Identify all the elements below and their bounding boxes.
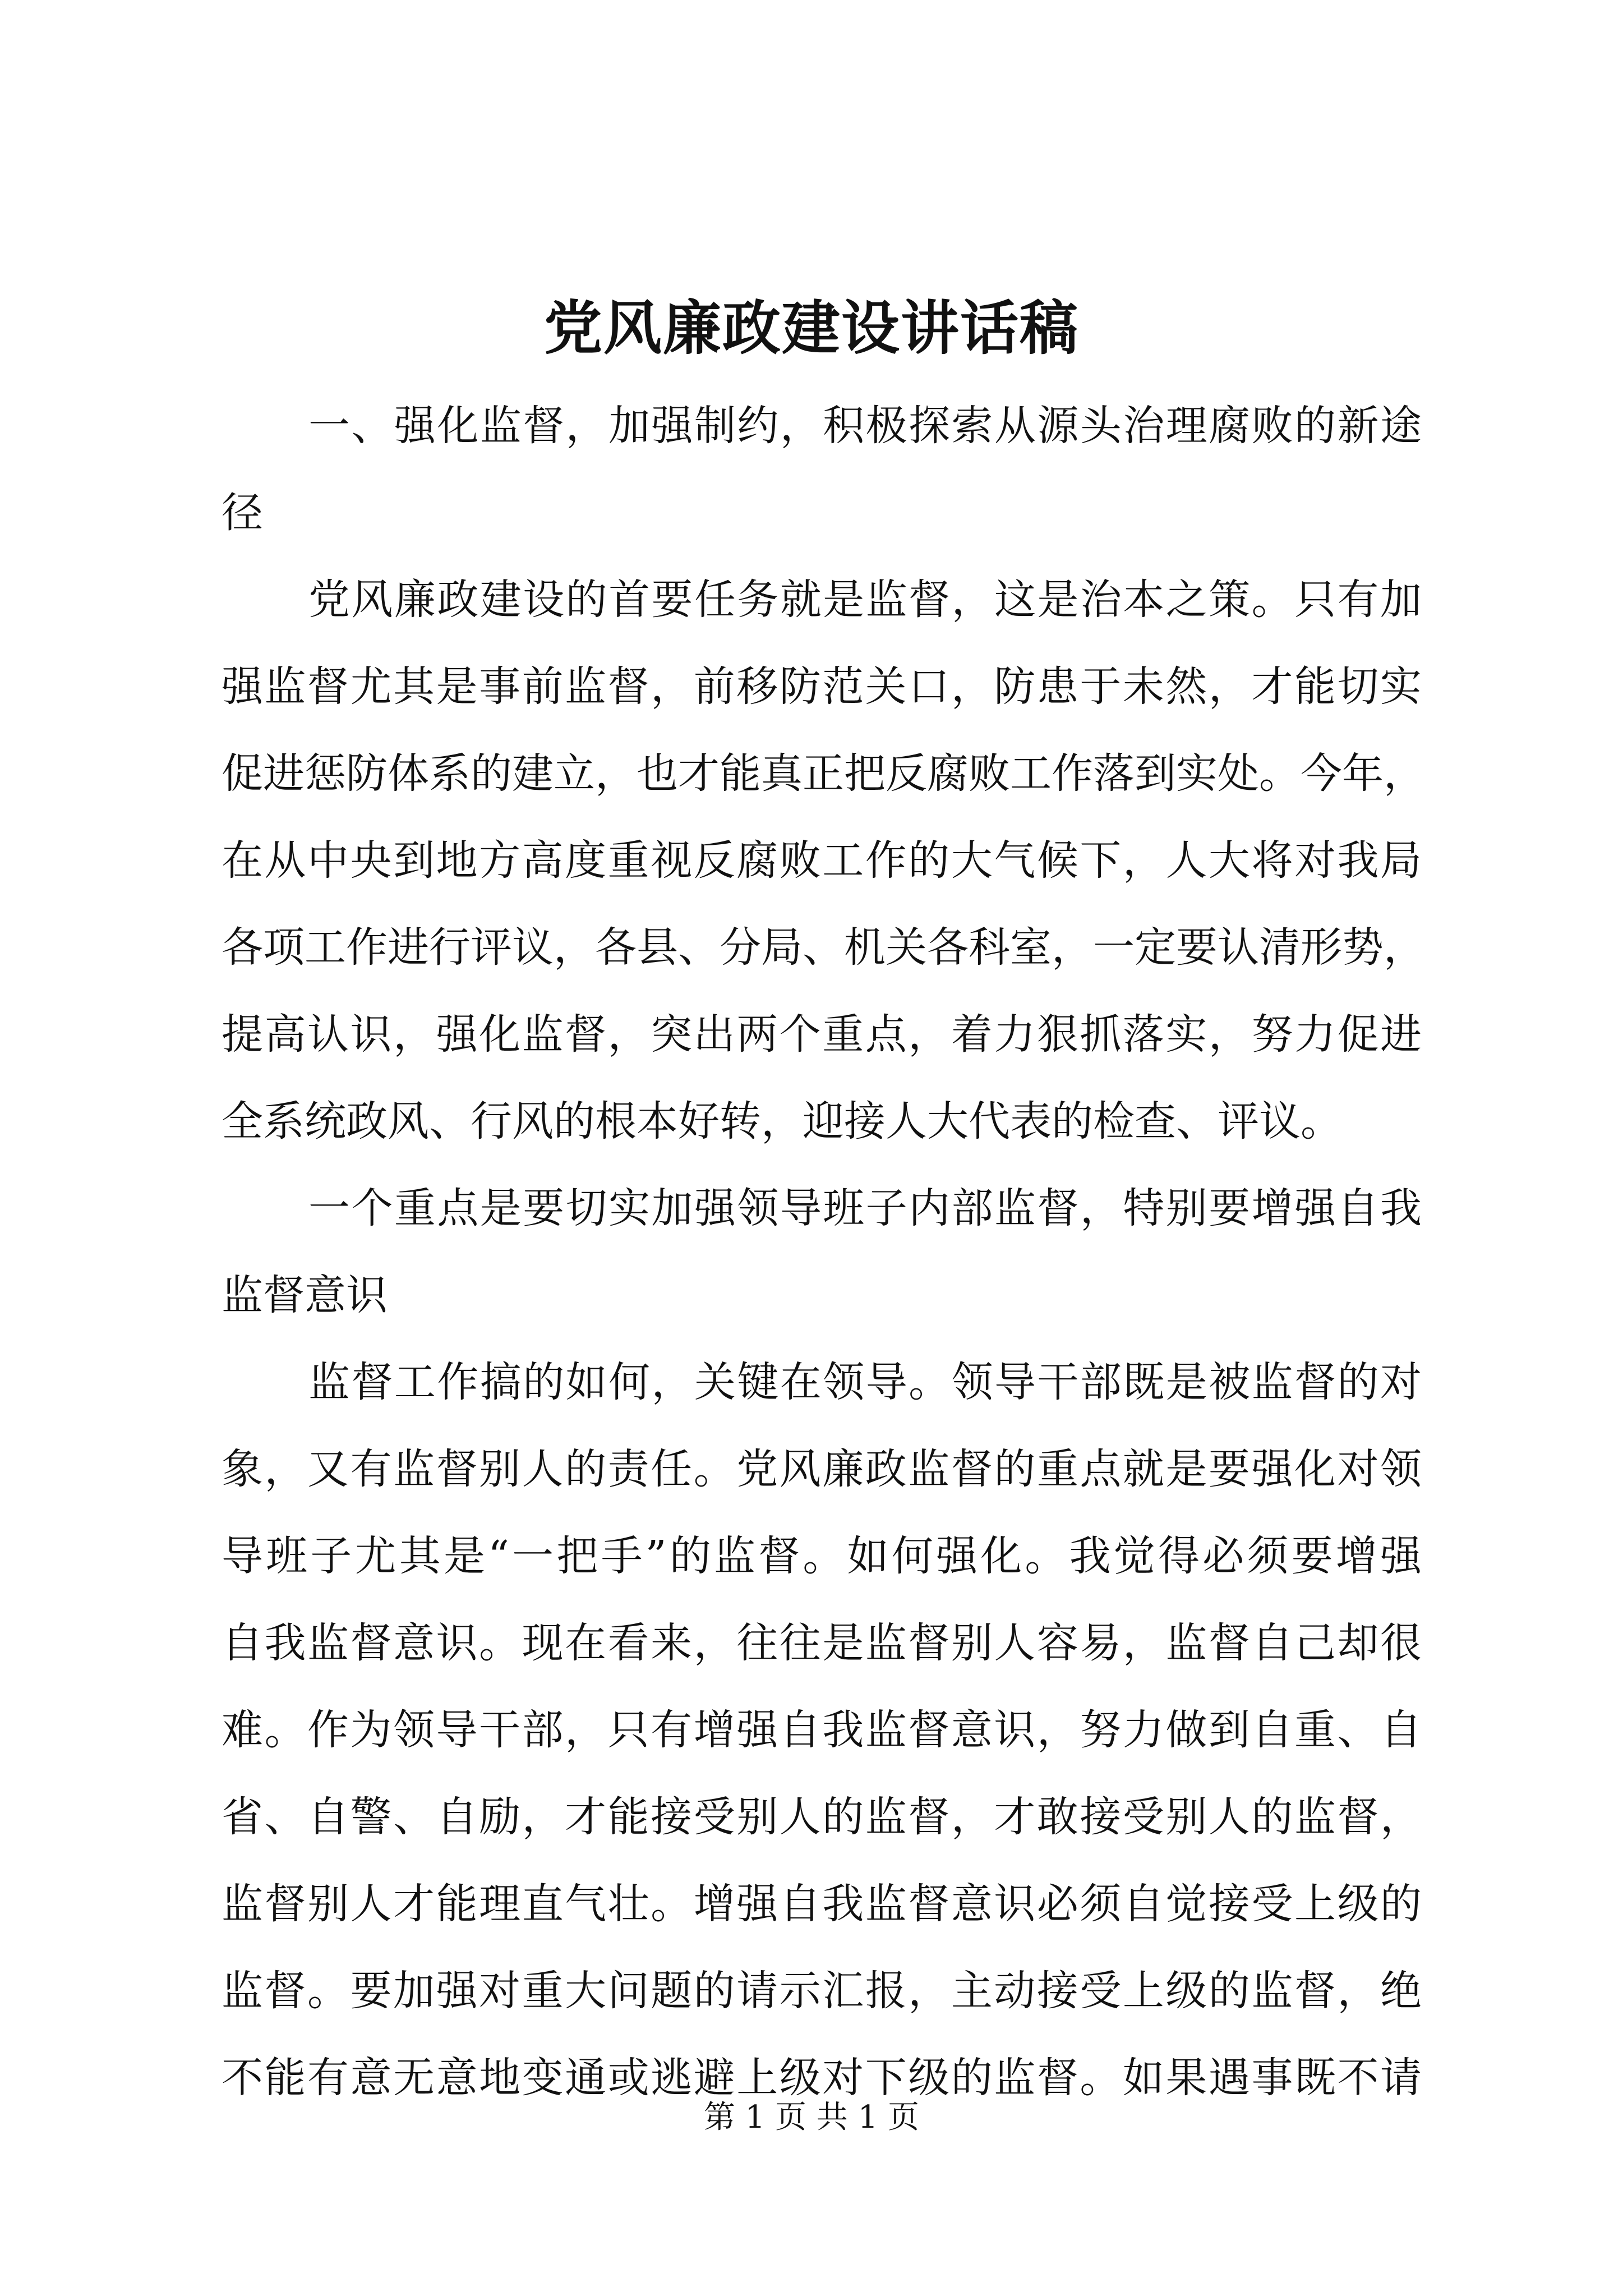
body-line: 不能有意无意地变通或逃避上级对下级的监督。如果遇事既不请 [222,2054,1422,2102]
body-line: 提高认识，强化监督，突出两个重点，着力狠抓落实，努力促进 [222,1010,1422,1059]
body-line: 自我监督意识。现在看来，往往是监督别人容易，监督自己却很 [222,1619,1422,1667]
body-line: 促进惩防体系的建立，也才能真正把反腐败工作落到实处。今年， [222,749,1425,798]
body-line: 强监督尤其是事前监督，前移防范关口，防患于未然，才能切实 [222,662,1422,711]
body-line: 一、强化监督，加强制约，积极探索从源头治理腐败的新途 [308,402,1422,450]
document-body [222,383,1425,2122]
body-line: 难。作为领导干部，只有增强自我监督意识，努力做到自重、自 [222,1706,1422,1754]
body-line: 监督。要加强对重大问题的请示汇报，主动接受上级的监督，绝 [222,1967,1422,2015]
body-line: 监督别人才能理直气壮。增强自我监督意识必须自觉接受上级的 [222,1880,1422,1928]
body-line: 在从中央到地方高度重视反腐败工作的大气候下，人大将对我局 [222,836,1422,885]
document-title: 党风廉政建设讲话稿 [543,293,1079,362]
body-line: 象，又有监督别人的责任。党风廉政监督的重点就是要强化对领 [222,1445,1422,1493]
body-line: 监督工作搞的如何，关键在领导。领导干部既是被监督的对 [308,1358,1422,1406]
body-line: 党风廉政建设的首要任务就是监督，这是治本之策。只有加 [308,576,1422,624]
body-line: 一个重点是要切实加强领导班子内部监督，特别要增强自我 [308,1184,1422,1232]
body-line: 导班子尤其是“一把手”的监督。如何强化。我觉得必须要增强 [222,1532,1422,1580]
page-footer: 第 1 页 共 1 页 [703,2099,920,2136]
body-line: 各项工作进行评议，各县、分局、机关各科室，一定要认清形势， [222,923,1425,972]
body-line: 监督意识 [222,1271,388,1319]
body-line: 径 [222,489,263,537]
body-line: 全系统政风、行风的根本好转，迎接人大代表的检查、评议。 [222,1097,1342,1145]
body-line: 省、自警、自励，才能接受别人的监督，才敢接受别人的监督， [222,1793,1422,1841]
